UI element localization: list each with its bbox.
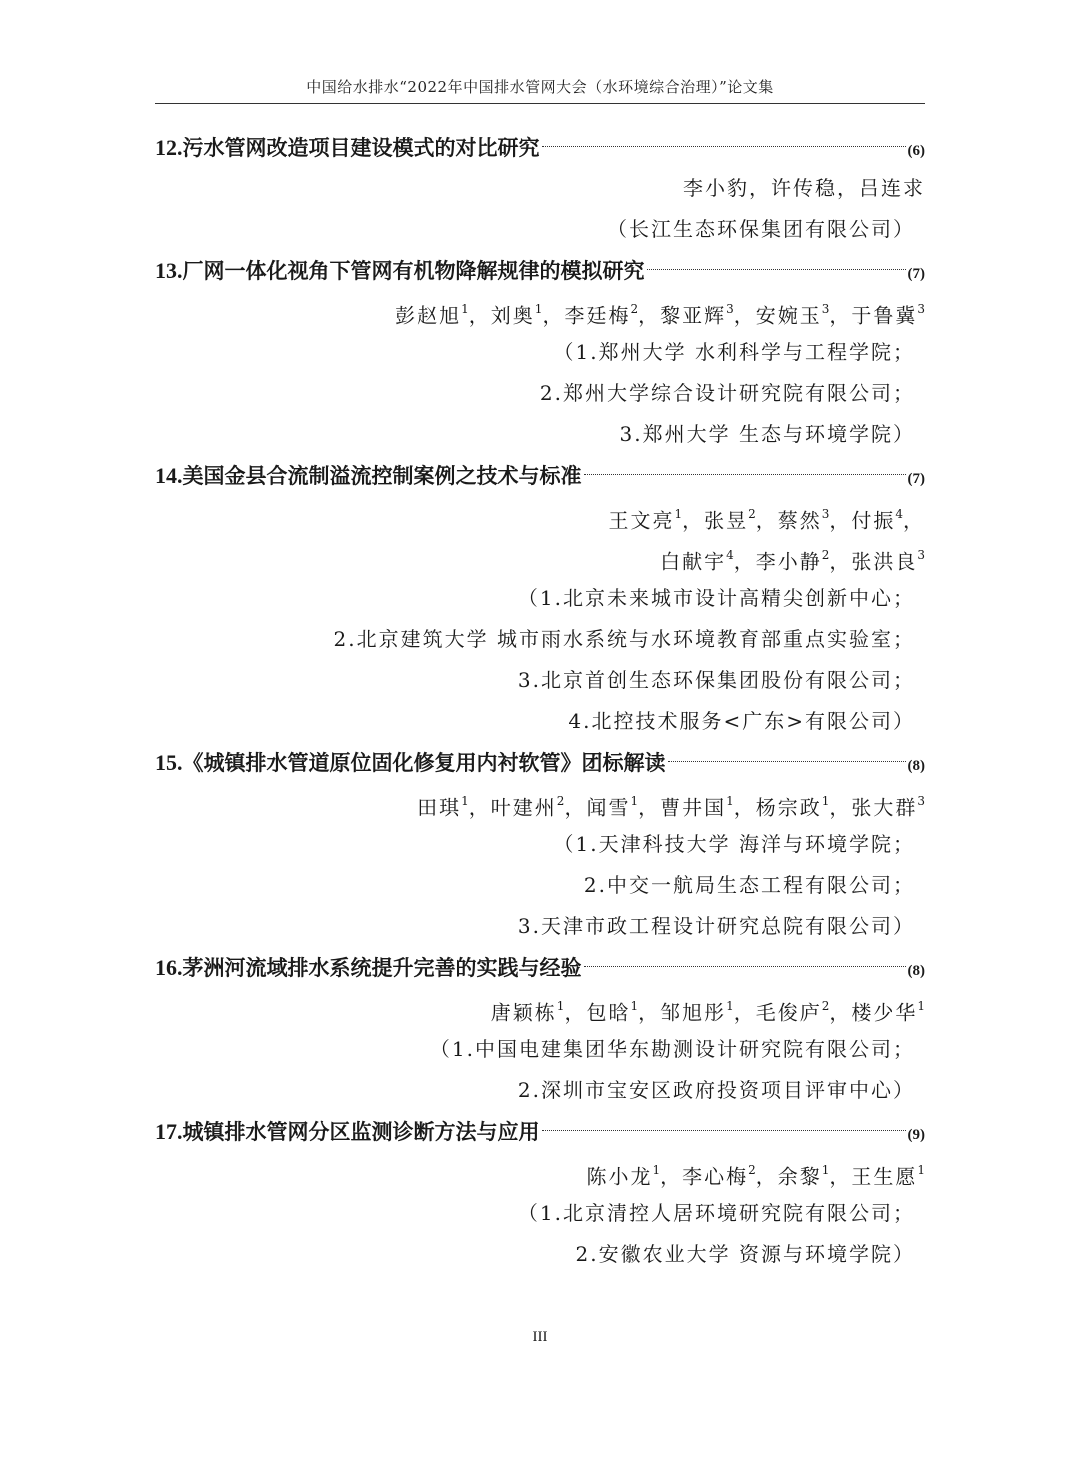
toc-entry: [155, 250, 925, 455]
toc-entry-affiliation: 2.北京建筑大学 城市雨水系统与水环境教育部重点实验室；: [333, 627, 915, 651]
dot-leader: [542, 146, 906, 147]
toc-entry-title: [155, 250, 645, 291]
toc-entry-authors: 王文亮$^1$，张昱$^2$，蔡然$^3$，付振$^4$，: [608, 507, 925, 533]
toc-entry-authors: 唐颖栋$^1$，包晗$^1$，邹旭彤$^1$，毛俊庐$^2$，楼少华$^1$: [490, 999, 925, 1025]
toc-entry-title: [155, 947, 582, 988]
toc-entry-title-row[interactable]: [155, 455, 925, 496]
toc-entry-title-text: 城镇排水管网分区监测诊断方法与应用: [182, 1119, 540, 1144]
toc-entry-affiliation: 3.郑州大学 生态与环境学院）: [619, 422, 915, 446]
toc-entry-title: [155, 127, 540, 168]
toc-entry: [155, 742, 925, 947]
toc-entry-number: 12.: [155, 135, 183, 160]
toc-entry-number: 15.: [155, 750, 183, 775]
toc-entry-affiliation: 3.北京首创生态环保集团股份有限公司；: [517, 668, 915, 692]
table-of-contents: [155, 127, 925, 1275]
toc-entry-affiliation: （1.天津科技大学 海洋与环境学院；: [553, 832, 915, 856]
toc-entry-affiliation: 3.天津市政工程设计研究总院有限公司）: [517, 914, 915, 938]
toc-entry-authors: 彭赵旭$^1$，刘奥$^1$，李廷梅$^2$，黎亚辉$^3$，安婉玉$^3$，于鲁冀$^3$: [395, 302, 925, 328]
toc-entry-title-text: 污水管网改造项目建设模式的对比研究: [182, 135, 540, 160]
toc-entry-authors: 田琪$^1$，叶建州$^2$，闻雪$^1$，曹井国$^1$，杨宗政$^1$，张大群$^3$: [417, 794, 925, 820]
toc-entry-affiliation: （1.北京未来城市设计高精尖创新中心；: [517, 586, 915, 610]
toc-entry-affiliation: （1.北京清控人居环境研究院有限公司；: [517, 1201, 915, 1225]
toc-entry-affiliation: 2.深圳市宝安区政府投资项目评审中心）: [517, 1078, 915, 1102]
toc-entry-affiliation: 2.中交一航局生态工程有限公司；: [583, 873, 915, 897]
toc-entry-title: [155, 455, 582, 496]
toc-entry-page: (7): [907, 471, 925, 487]
header-rule: [155, 103, 925, 104]
dot-leader: [542, 1130, 906, 1131]
toc-entry: [155, 455, 925, 742]
dot-leader: [584, 474, 906, 475]
toc-entry-number: 13.: [155, 258, 183, 283]
toc-entry-page: (8): [907, 963, 925, 979]
toc-entry-number: 16.: [155, 955, 183, 980]
dot-leader: [584, 966, 906, 967]
toc-entry: [155, 947, 925, 1111]
toc-entry-title-row[interactable]: [155, 1111, 925, 1152]
toc-entry-title-text: 茅洲河流域排水系统提升完善的实践与经验: [182, 955, 582, 980]
toc-entry-affiliation: （1.郑州大学 水利科学与工程学院；: [553, 340, 915, 364]
toc-entry-authors: 李小豹，许传稳，吕连求: [683, 176, 925, 200]
toc-entry-page: (7): [907, 266, 925, 282]
running-header: 中国给水排水“2022年中国排水管网大会（水环境综合治理）”论文集: [306, 78, 774, 96]
toc-entry-title-text: 厂网一体化视角下管网有机物降解规律的模拟研究: [182, 258, 645, 283]
dot-leader: [647, 269, 906, 270]
toc-entry: [155, 1111, 925, 1275]
toc-entry-title: [155, 1111, 540, 1152]
page-number: III: [532, 1329, 548, 1345]
toc-entry-affiliation: 2.郑州大学综合设计研究院有限公司；: [539, 381, 915, 405]
toc-entry-title-text: 美国金县合流制溢流控制案例之技术与标准: [182, 463, 582, 488]
toc-entry-page: (6): [907, 143, 925, 159]
toc-entry-authors: 白献宇$^4$，李小静$^2$，张洪良$^3$: [660, 548, 925, 574]
toc-entry-affiliation: 4.北控技术服务<广东>有限公司）: [568, 709, 915, 733]
toc-entry-title-row[interactable]: [155, 127, 925, 168]
toc-entry-page: (9): [907, 1127, 925, 1143]
toc-entry-title-row[interactable]: [155, 742, 925, 783]
toc-entry-number: 17.: [155, 1119, 183, 1144]
toc-entry-title-text: 《城镇排水管道原位固化修复用内衬软管》团标解读: [182, 750, 666, 775]
toc-entry-number: 14.: [155, 463, 183, 488]
toc-entry-title-row[interactable]: [155, 947, 925, 988]
toc-entry-title: [155, 742, 666, 783]
toc-entry-affiliation: 2.安徽农业大学 资源与环境学院）: [575, 1242, 915, 1266]
dot-leader: [668, 761, 906, 762]
toc-entry-page: (8): [907, 758, 925, 774]
toc-entry-authors: 陈小龙$^1$，李心梅$^2$，余黎$^1$，王生愿$^1$: [586, 1163, 925, 1189]
toc-entry-title-row[interactable]: [155, 250, 925, 291]
toc-entry-affiliation: （1.中国电建集团华东勘测设计研究院有限公司；: [429, 1037, 915, 1061]
toc-entry-affiliation: （长江生态环保集团有限公司）: [607, 217, 915, 241]
toc-entry: [155, 127, 925, 250]
